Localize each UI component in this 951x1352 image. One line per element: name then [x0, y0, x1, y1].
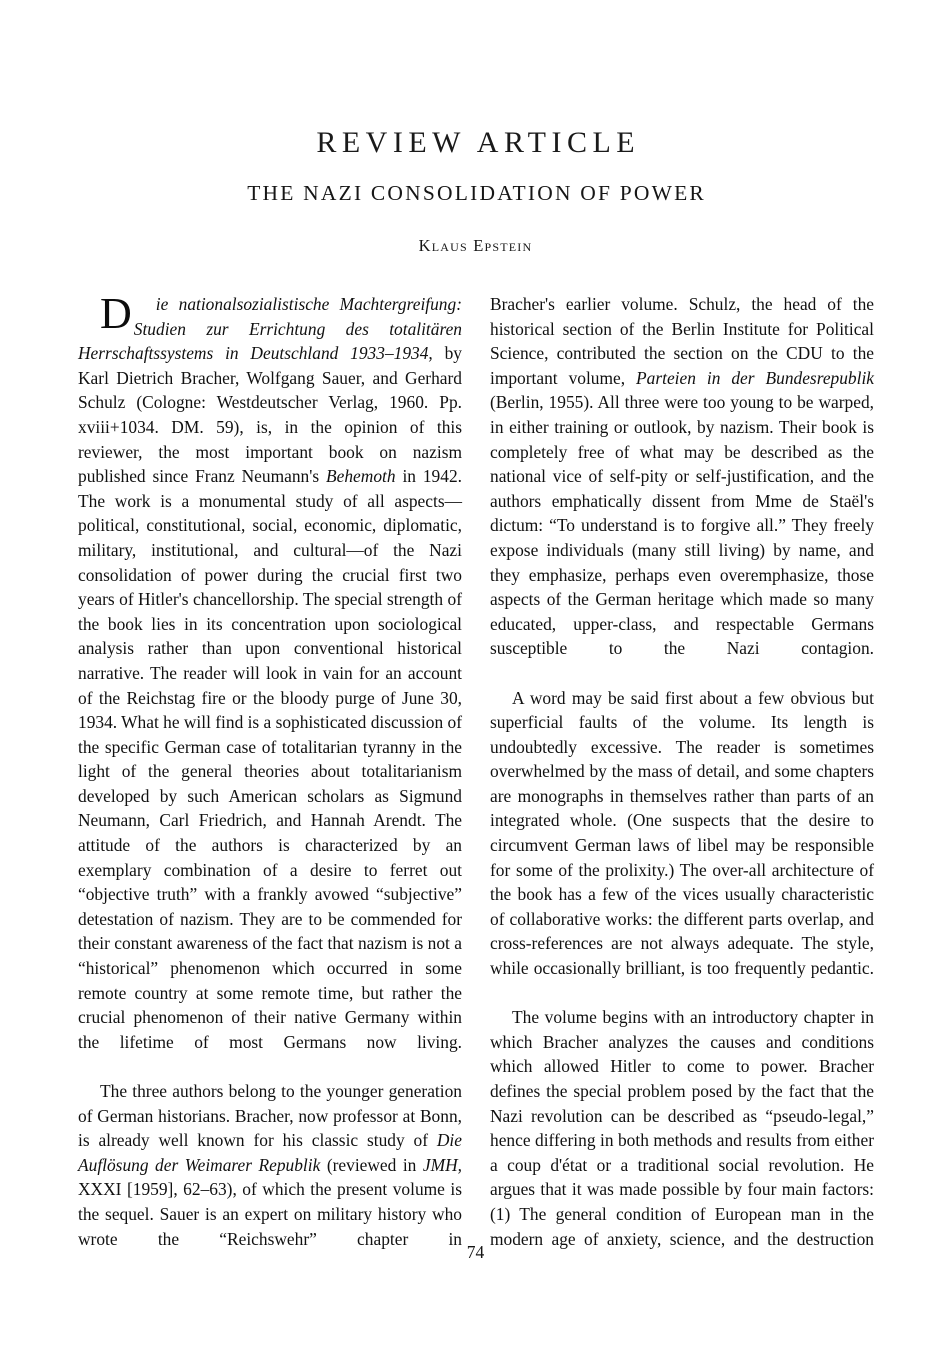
author-byline: Klaus Epstein — [418, 235, 533, 255]
behemoth-title-italic: Behemoth — [326, 466, 396, 487]
paragraph-text-end: XXXI [1959], 62–63), of which the present volume is the sequel. Sauer is an expert on military history who wrote the “Reichswehr” chapter in — [78, 1179, 462, 1249]
book-title-italic: ie nationalsozialistische Machtergreifung: Studien zur Errichtung des totalitären Herrschaftssystems in Deutschland 1933–1934, — [78, 294, 462, 364]
paragraph-text-continued: (reviewed in — [320, 1154, 423, 1175]
page-number: 74 — [466, 1242, 485, 1262]
paragraph-text-continued: (Berlin, 1955). All three were too young to be warped, in either training or outlook, by nazism. Their book is completely free of what may be described as the national vice of self-pity or self-justification, and the authors emphatically dissent from Mme de Staël's dictum: “To understand is to forgive all.” They freely expose individuals (many still living) by name, and they emphasize, perhaps even overemphasize, those aspects of the German heritage which made so many educated, upper-class, and respectable Germans susceptible to the Nazi contagion. — [490, 392, 874, 659]
paragraph-text: Bracher's earlier volume. Schulz, the head of the historical section of the Berlin Institute for Political Science, contributed the section on the CDU to the important volume, — [490, 294, 874, 388]
weimarer-republik-title-italic: Die Auflösung der Weimarer Republik — [78, 1130, 462, 1175]
paragraph-text: by Karl Dietrich Bracher, Wolfgang Sauer, and Gerhard Schulz (Cologne: Westdeutscher Verlag, 1960. Pp. xviii+1034. DM. 59), is, in the opinion of this reviewer, the most important book on nazism published since Franz Neumann's — [78, 343, 462, 487]
column-left — [78, 289, 462, 1257]
parteien-title-italic: Parteien in der Bundesrepublik — [636, 367, 875, 388]
jmh-journal-italic: JMH, — [422, 1154, 462, 1175]
paragraph-opening — [78, 289, 462, 1079]
paragraph-volume-begins — [490, 1005, 874, 1276]
paragraph-text: A word may be said first about a few obvious but superficial faults of the volume. Its length is undoubtedly excessive. The reader is sometimes overwhelmed by the mass of detail, and some chapters are monographs in themselves rather than parts of an integrated whole. (One suspects that the desire to circumvent German laws of libel may be responsible for some of the prolixity.) The over-all architecture of the book has a few of the vices usually characteristic of collaborative works: the different parts overlap, and cross-references are not always adequate. The style, while occasionally brilliant, is too frequently pedantic. — [490, 687, 874, 979]
paragraph-text-continued: in 1942. The work is a monumental study of all aspects—political, constitutional, social, economic, diplomatic, military, institutional, and cultural—of the Nazi consolidation of power during the crucial first two years of Hitler's chancellorship. The special strength of the book lies in its concentration upon sociological analysis rather than upon conventional historical narrative. The reader will look in vain for an account of the Reichstag fire or the bloody purge of June 30, 1934. What he will find is a sophisticated discussion of the specific German case of totalitarian tyranny in the light of the general theories about totalitarianism developed by such American scholars as Sigmund Neumann, Carl Friedrich, and Hannah Arendt. The attitude of the authors is characterized by an exemplary combination of a desire to ferret out “objective truth” with a frankly avowed “subjective” detestation of nazism. They are to be commended for their constant awareness of the fact that nazism is not a “historical” phenomenon which occurred in some remote country at some remote time, but rather the crucial phenomenon of their native Germany within the lifetime of most Germans now living. — [78, 466, 462, 1052]
paragraph-text: The three authors belong to the younger generation of German historians. Bracher, now professor at Bonn, is already well known for his classic study of — [78, 1081, 462, 1151]
paragraph-schulz — [490, 292, 874, 686]
drop-cap-letter: D — [100, 289, 132, 338]
paragraph-text: The volume begins with an introductory chapter in which Bracher analyzes the causes and conditions which allowed Hitler to come to power. Bracher defines the special problem posed by the fact that the Nazi revolution can be described as “pseudo-legal,” hence differing in both methods and results from either a coup d'état or a traditional social revolution. He argues that it was made possible by four main factors: (1) The general condition of European man in the modern age of anxiety, science, and the destruction — [490, 1007, 874, 1249]
article-title: THE NAZI CONSOLIDATION OF POWER — [247, 181, 706, 205]
column-right — [490, 292, 874, 1257]
page-title: REVIEW ARTICLE — [316, 126, 641, 159]
body-columns — [78, 289, 875, 1257]
paragraph-faults — [490, 686, 874, 1006]
masthead — [0, 126, 951, 256]
